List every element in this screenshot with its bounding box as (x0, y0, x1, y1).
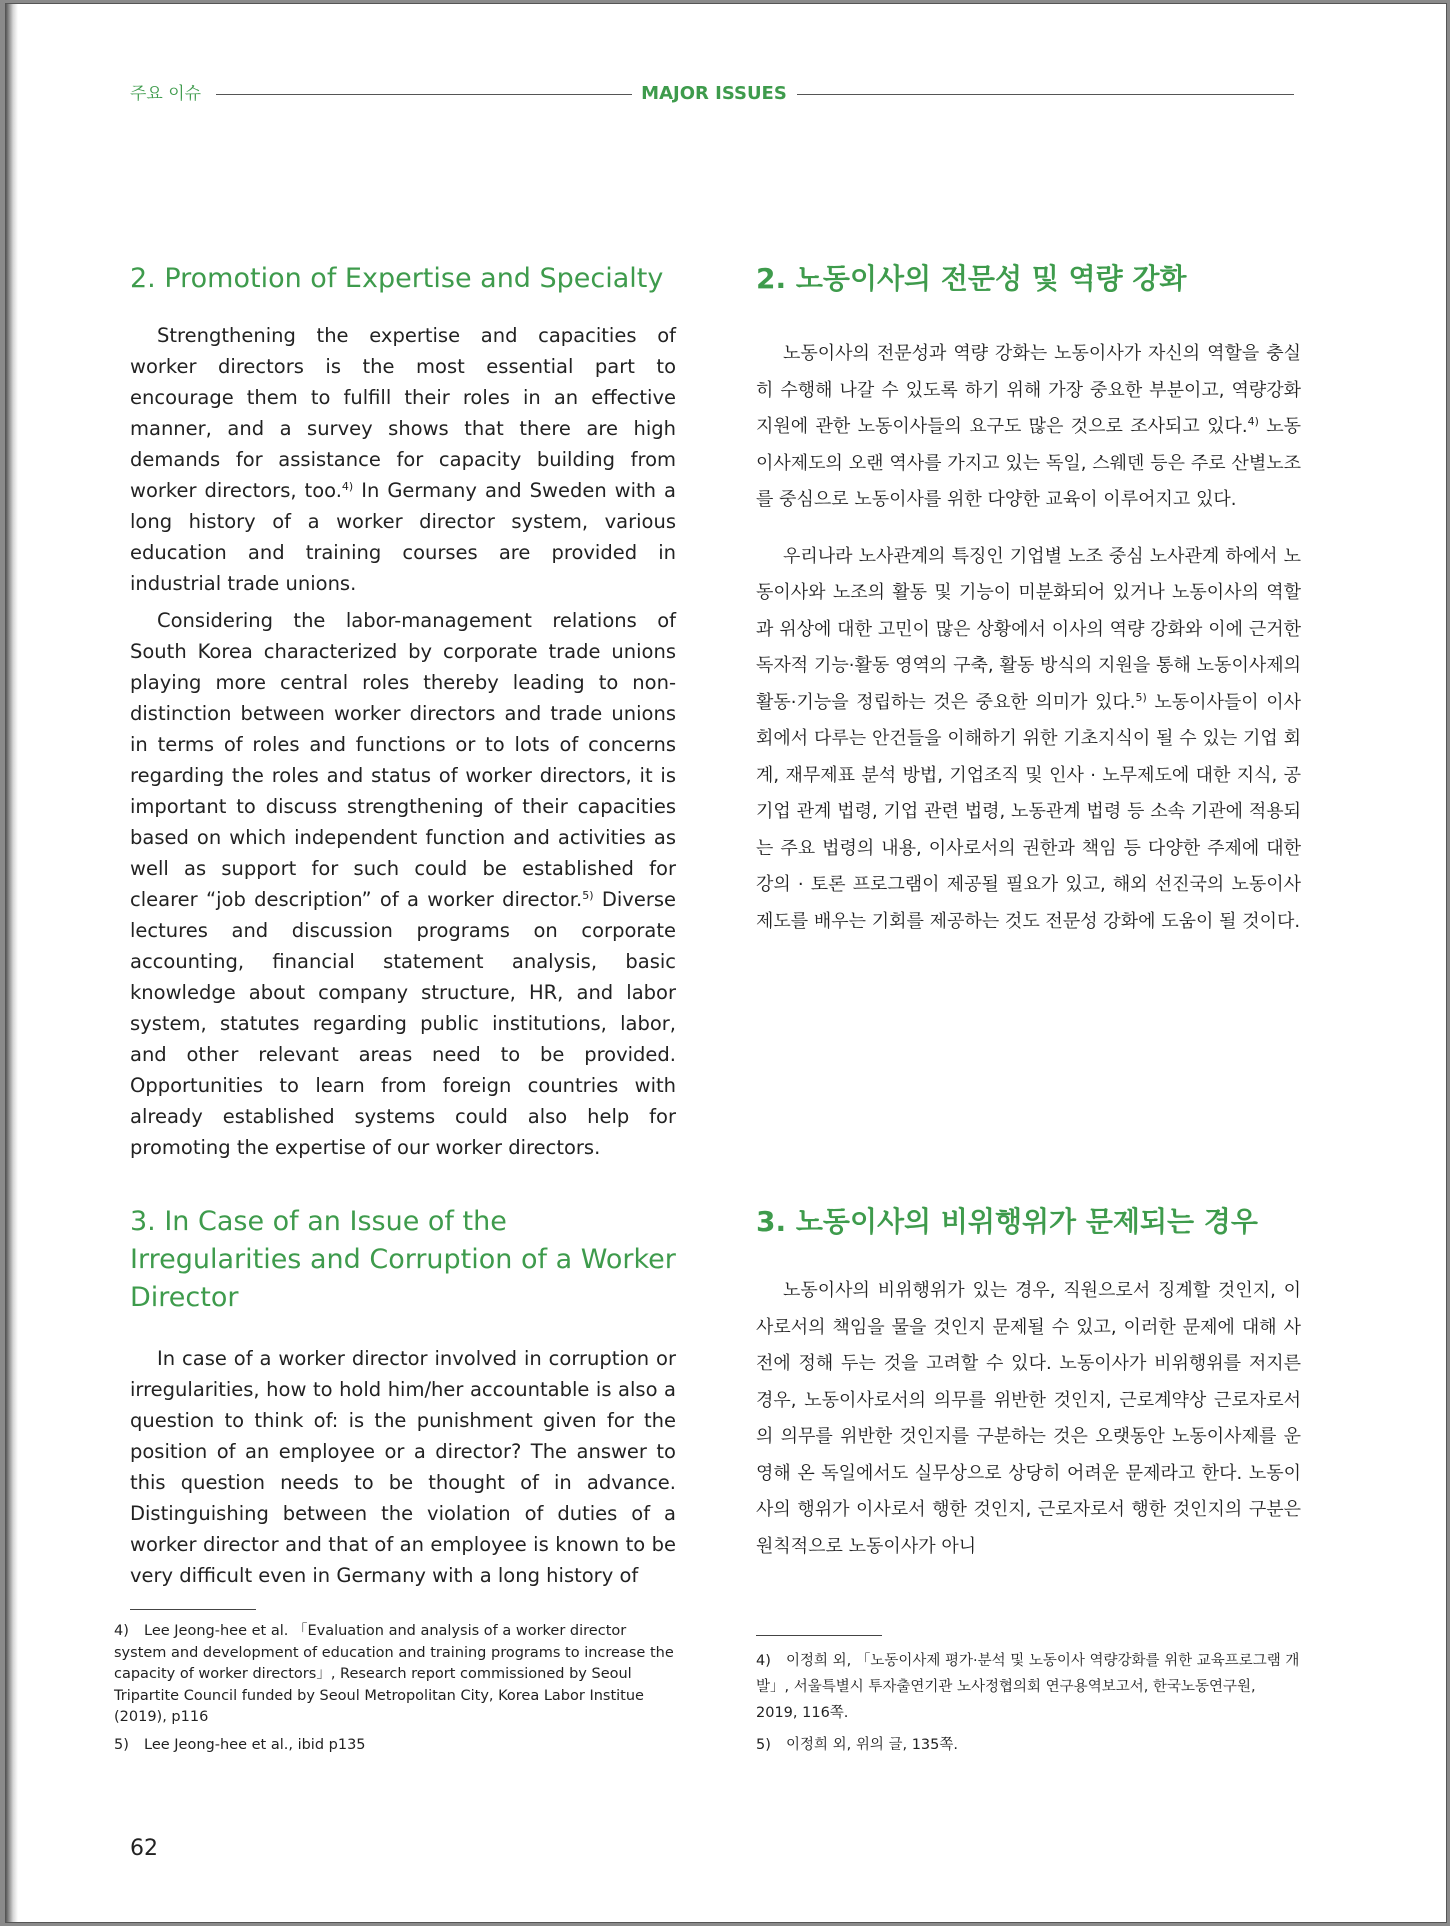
binding-shadow (6, 4, 18, 1922)
running-head-english: MAJOR ISSUES (641, 83, 787, 104)
footnote-4-english: 4) Lee Jeong-hee et al. 「Evaluation and analysis of a worker director system and development of education and training programs to increase the capacity of worker directors」, Research report commissioned by Seoul Tripartite Council funded by Seoul Metropolitan City, Korea Labor Institue (2019), p116 (114, 1623, 674, 1725)
section2-korean-paragraph-1: 노동이사의 전문성과 역량 강화는 노동이사가 자신의 역할을 충실히 수행해 나갈 수 있도록 하기 위해 가장 중요한 부분이고, 역량강화 지원에 관한 노동이사들의 요구도 많은 것으로 조사되고 있다.$^{4)}$ 노동이사제도의 오랜 역사를 가지고 있는 독일, 스웨덴 등은 주로 산별노조를 중심으로 노동이사를 위한 다양한 교육이 이루어지고 있다. (756, 343, 1301, 510)
section3-english-column (130, 1203, 676, 1591)
section2-english-paragraph-2: Considering the labor-management relations of South Korea characterized by corporate trade unions playing more central roles thereby leading to non-distinction between worker directors and trade unions in terms of roles and functions or to lots of concerns regarding the roles and status of worker directors, it is important to discuss strengthening of their capacities based on which independent function and activities as well as support for such could be established for clearer “job description” of a worker director.$^{5)}$ Diverse lectures and discussion programs on corporate accounting, financial statement analysis, basic knowledge about company structure, HR, and labor system, statutes regarding public institutions, labor, and other relevant areas need to be provided. Opportunities to learn from foreign countries with already established systems could also help for promoting the expertise of our worker directors. (130, 609, 676, 1159)
footnote-4-korean: 4) 이정희 외, 「노동이사제 평가·분석 및 노동이사 역량강화를 위한 교육프로그램 개발」, 서울특별시 투자출연기관 노사정협의회 연구용역보고서, 한국노동연구원, 2019, 116쪽. (756, 1653, 1300, 1721)
section2-korean-column (756, 260, 1301, 940)
footnote-rule-korean (756, 1635, 882, 1636)
section2-english-title: 2. Promotion of Expertise and Specialty (130, 263, 664, 294)
running-head-korean: 주요 이슈 (130, 84, 202, 104)
page-number: 62 (130, 1836, 158, 1861)
footnote-ref-4: 4) (341, 480, 354, 493)
section3-english-title: 3. In Case of an Issue of the Irregularities and Corruption of a Worker Director (130, 1206, 676, 1313)
magazine-page (6, 4, 1446, 1922)
footnote-ref-5: 5) (1135, 690, 1147, 704)
section2-korean-title: 2. 노동이사의 전문성 및 역량 강화 (756, 262, 1187, 295)
section3-korean-title: 3. 노동이사의 비위행위가 문제되는 경우 (756, 1205, 1258, 1238)
footnote-rule-english (130, 1609, 256, 1610)
footnote-ref-4: 4) (1247, 415, 1259, 428)
footnote-ref-5: 5) (582, 889, 594, 902)
section2-english-paragraph-1: Strengthening the expertise and capacities of worker directors is the most essential part to encourage them to fulfill their roles in an effective manner, and a survey shows that there are high demands for assistance for capacity building from worker directors, too.$^{4)}$ In Germany and Sweden with a long history of a worker director system, various education and training courses are provided in industrial trade unions. (130, 324, 676, 595)
running-head-rule-right (797, 94, 1294, 95)
section3-korean-paragraph: 노동이사의 비위행위가 있는 경우, 직원으로서 징계할 것인지, 이사로서의 책임을 물을 것인지 문제될 수 있고, 이러한 문제에 대해 사전에 정해 두는 것을 고려할 수 있다. 노동이사가 비위행위를 저지른 경우, 노동이사로서의 의무를 위반한 것인지, 근로계약상 근로자로서의 의무를 위반한 것인지를 구분하는 것은 오랫동안 노동이사제를 운영해 온 독일에서도 실무상으로 상당히 어려운 문제라고 한다. 노동이사의 행위가 이사로서 행한 것인지, 근로자로서 행한 것인지의 구분은 원칙적으로 노동이사가 아니 (756, 1280, 1301, 1557)
footnote-5-english: 5) Lee Jeong-hee et al., ibid p135 (114, 1736, 366, 1753)
running-head-rule-left (216, 94, 632, 95)
footnotes-korean (756, 1648, 1301, 1758)
section3-english-paragraph: In case of a worker director involved in corruption or irregularities, how to hold him/her accountable is also a question to think of: is the punishment given for the position of an employee or a director? The answer to this question needs to be thought of in advance. Distinguishing between the violation of duties of a worker director and that of an employee is known to be very difficult even in Germany with a long history of (130, 1347, 676, 1587)
footnotes-english (114, 1621, 676, 1756)
section2-english-column (130, 260, 676, 1163)
section2-korean-paragraph-2: 우리나라 노사관계의 특징인 기업별 노조 중심 노사관계 하에서 노동이사와 노조의 활동 및 기능이 미분화되어 있거나 노동이사의 역할과 위상에 대한 고민이 많은 상황에서 이사의 역량 강화와 이에 근거한 독자적 기능·활동 영역의 구축, 활동 방식의 지원을 통해 노동이사제의 활동·기능을 정립하는 것은 중요한 의미가 있다.$^{5)}$ 노동이사들이 이사회에서 다루는 안건들을 이해하기 위한 기초지식이 될 수 있는 기업 회계, 재무제표 분석 방법, 기업조직 및 인사 · 노무제도에 대한 지식, 공기업 관계 법령, 기업 관련 법령, 노동관계 법령 등 소속 기관에 적용되는 주요 법령의 내용, 이사로서의 권한과 책임 등 다양한 주제에 대한 강의 · 토론 프로그램이 제공될 필요가 있고, 해외 선진국의 노동이사제도를 배우는 기회를 제공하는 것도 전문성 강화에 도움이 될 것이다. (756, 545, 1302, 932)
section3-korean-column (756, 1203, 1301, 1565)
running-head (130, 82, 1294, 106)
footnote-5-korean: 5) 이정희 외, 위의 글, 135쪽. (756, 1737, 958, 1753)
